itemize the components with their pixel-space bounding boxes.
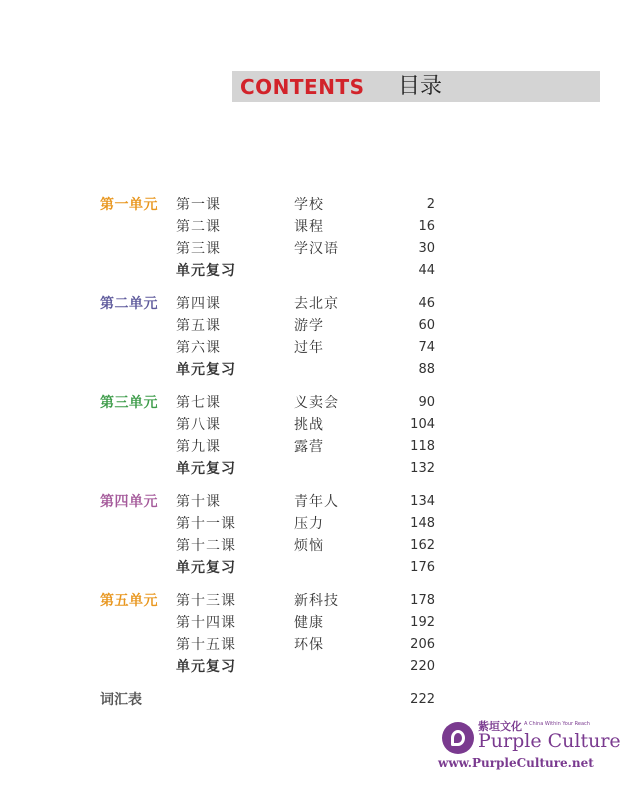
page-number: 148 bbox=[410, 516, 435, 531]
lesson-title: 环保 bbox=[294, 637, 324, 653]
lesson-number: 第九课 bbox=[176, 439, 221, 455]
toc-row[interactable] bbox=[0, 436, 600, 458]
lesson-number: 第六课 bbox=[176, 340, 221, 356]
page-number: 132 bbox=[410, 461, 435, 476]
lesson-number: 第十五课 bbox=[176, 637, 236, 653]
unit-name: 第四单元 bbox=[100, 494, 158, 510]
lesson-title: 新科技 bbox=[294, 593, 339, 609]
lesson-title: 学校 bbox=[294, 197, 324, 213]
lesson-title: 露营 bbox=[294, 439, 324, 455]
page-number: 222 bbox=[410, 692, 435, 707]
toc-row-review[interactable] bbox=[0, 656, 600, 678]
page-number: 60 bbox=[418, 318, 435, 333]
watermark-url: www.PurpleCulture.net bbox=[438, 756, 594, 770]
page-number: 30 bbox=[418, 241, 435, 256]
page-number: 46 bbox=[418, 296, 435, 311]
unit-name: 第一单元 bbox=[100, 197, 158, 213]
toc-row[interactable] bbox=[0, 392, 600, 414]
unit-2 bbox=[0, 293, 600, 381]
lesson-number: 第三课 bbox=[176, 241, 221, 257]
page-number: 44 bbox=[418, 263, 435, 278]
page-number: 178 bbox=[410, 593, 435, 608]
lesson-title: 课程 bbox=[294, 219, 324, 235]
toc-row[interactable] bbox=[0, 634, 600, 656]
toc-row-glossary[interactable] bbox=[0, 689, 600, 711]
page-number: 74 bbox=[418, 340, 435, 355]
lesson-title: 义卖会 bbox=[294, 395, 339, 411]
page-number: 220 bbox=[410, 659, 435, 674]
lesson-number: 单元复习 bbox=[176, 560, 236, 576]
lesson-number: 单元复习 bbox=[176, 263, 236, 279]
toc-row-review[interactable] bbox=[0, 458, 600, 480]
watermark-tagline: A China Within Your Reach bbox=[524, 721, 590, 727]
page-number: 134 bbox=[410, 494, 435, 509]
page-number: 192 bbox=[410, 615, 435, 630]
page-number: 118 bbox=[410, 439, 435, 454]
page-number: 88 bbox=[418, 362, 435, 377]
watermark-brand: Purple Culture bbox=[478, 730, 621, 752]
toc-row-review[interactable] bbox=[0, 260, 600, 282]
watermark bbox=[438, 712, 621, 778]
lesson-number: 第十课 bbox=[176, 494, 221, 510]
contents-title-zh: 目录 bbox=[398, 74, 443, 99]
table-of-contents bbox=[0, 194, 600, 711]
lesson-number: 第十四课 bbox=[176, 615, 236, 631]
page-number: 206 bbox=[410, 637, 435, 652]
page-number: 2 bbox=[426, 197, 435, 212]
page-number: 176 bbox=[410, 560, 435, 575]
page-number: 162 bbox=[410, 538, 435, 553]
lesson-number: 第十一课 bbox=[176, 516, 236, 532]
toc-row[interactable] bbox=[0, 590, 600, 612]
toc-row[interactable] bbox=[0, 293, 600, 315]
lesson-title: 青年人 bbox=[294, 494, 339, 510]
lesson-number: 第七课 bbox=[176, 395, 221, 411]
toc-row[interactable] bbox=[0, 491, 600, 513]
glossary-label: 词汇表 bbox=[100, 692, 142, 708]
purple-culture-logo-icon bbox=[442, 722, 474, 754]
lesson-number: 第四课 bbox=[176, 296, 221, 312]
unit-5 bbox=[0, 590, 600, 678]
contents-title-en: CONTENTS bbox=[240, 75, 365, 99]
toc-row[interactable] bbox=[0, 612, 600, 634]
unit-4 bbox=[0, 491, 600, 579]
unit-1 bbox=[0, 194, 600, 282]
toc-row[interactable] bbox=[0, 513, 600, 535]
watermark-zh: 紫垣文化 bbox=[478, 720, 522, 733]
lesson-title: 游学 bbox=[294, 318, 324, 334]
lesson-number: 第一课 bbox=[176, 197, 221, 213]
lesson-title: 健康 bbox=[294, 615, 324, 631]
toc-row[interactable] bbox=[0, 216, 600, 238]
lesson-number: 第八课 bbox=[176, 417, 221, 433]
toc-row[interactable] bbox=[0, 194, 600, 216]
unit-name: 第三单元 bbox=[100, 395, 158, 411]
toc-row[interactable] bbox=[0, 414, 600, 436]
page-number: 104 bbox=[410, 417, 435, 432]
lesson-title: 压力 bbox=[294, 516, 324, 532]
toc-row[interactable] bbox=[0, 315, 600, 337]
unit-name: 第五单元 bbox=[100, 593, 158, 609]
lesson-title: 去北京 bbox=[294, 296, 339, 312]
unit-name: 第二单元 bbox=[100, 296, 158, 312]
lesson-number: 单元复习 bbox=[176, 461, 236, 477]
lesson-title: 挑战 bbox=[294, 417, 324, 433]
lesson-number: 单元复习 bbox=[176, 362, 236, 378]
toc-row-review[interactable] bbox=[0, 359, 600, 381]
lesson-number: 单元复习 bbox=[176, 659, 236, 675]
toc-row[interactable] bbox=[0, 238, 600, 260]
lesson-title: 烦恼 bbox=[294, 538, 324, 554]
lesson-number: 第十二课 bbox=[176, 538, 236, 554]
lesson-title: 学汉语 bbox=[294, 241, 339, 257]
lesson-number: 第五课 bbox=[176, 318, 221, 334]
lesson-number: 第十三课 bbox=[176, 593, 236, 609]
unit-3 bbox=[0, 392, 600, 480]
toc-row[interactable] bbox=[0, 535, 600, 557]
toc-row[interactable] bbox=[0, 337, 600, 359]
toc-row-review[interactable] bbox=[0, 557, 600, 579]
page-number: 90 bbox=[418, 395, 435, 410]
lesson-title: 过年 bbox=[294, 340, 324, 356]
page-number: 16 bbox=[418, 219, 435, 234]
lesson-number: 第二课 bbox=[176, 219, 221, 235]
